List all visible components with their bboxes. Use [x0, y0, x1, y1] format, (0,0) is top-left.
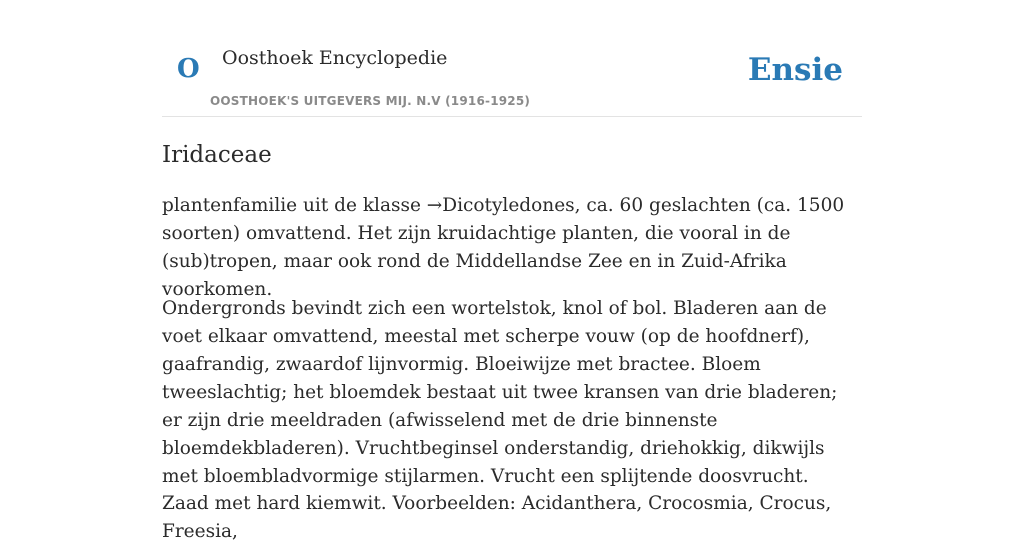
paragraph-text: , ca. 60 geslachten (ca. 1500 soorten) omvattend. Het zijn kruidachtige planten, die vooral in de (sub)tropen, maar ook rond de Middellandse Zee en in Zuid-Afrika voorkomen. [162, 195, 845, 300]
entry-paragraph-2: Ondergronds bevindt zich een wortelstok, knol of bol. Bladeren aan de voet elkaar omvattend, meestal met scherpe vouw (op de hoofdnerf), gaafrandig, zwaardof lijnvormig. Bloeiwijze met bractee. Bloem tweeslachtig; het bloemdek bestaat uit twee kransen van drie bladeren; er zijn drie meeldraden (afwisselend met de drie binnenste bloemdekbladeren). Vruchtbeginsel onderstandig, driehokkig, dikwijls met bloembladvormige stijlarmen. Vrucht een splijtende doosvrucht. [162, 298, 838, 487]
cross-reference-link[interactable]: →Dicotyledones [426, 195, 575, 216]
page-content [162, 0, 862, 542]
entry-paragraph-1 [162, 192, 862, 304]
entry-paragraph-3: Zaad met hard kiemwit. Voorbeelden: Acidanthera, Crocosmia, Crocus, Freesia, [162, 493, 832, 542]
encyclopedia-logo[interactable]: O [177, 54, 200, 84]
encyclopedia-title[interactable]: Oosthoek Encyclopedie [222, 47, 448, 69]
paragraph-text: plantenfamilie uit de klasse [162, 195, 427, 216]
ensie-brand-link[interactable]: Ensie [747, 52, 843, 88]
site-header [162, 0, 862, 117]
publisher-subtitle: OOSTHOEK'S UITGEVERS MIJ. N.V (1916-1925) [210, 94, 531, 108]
entry-title: Iridaceae [162, 142, 272, 168]
